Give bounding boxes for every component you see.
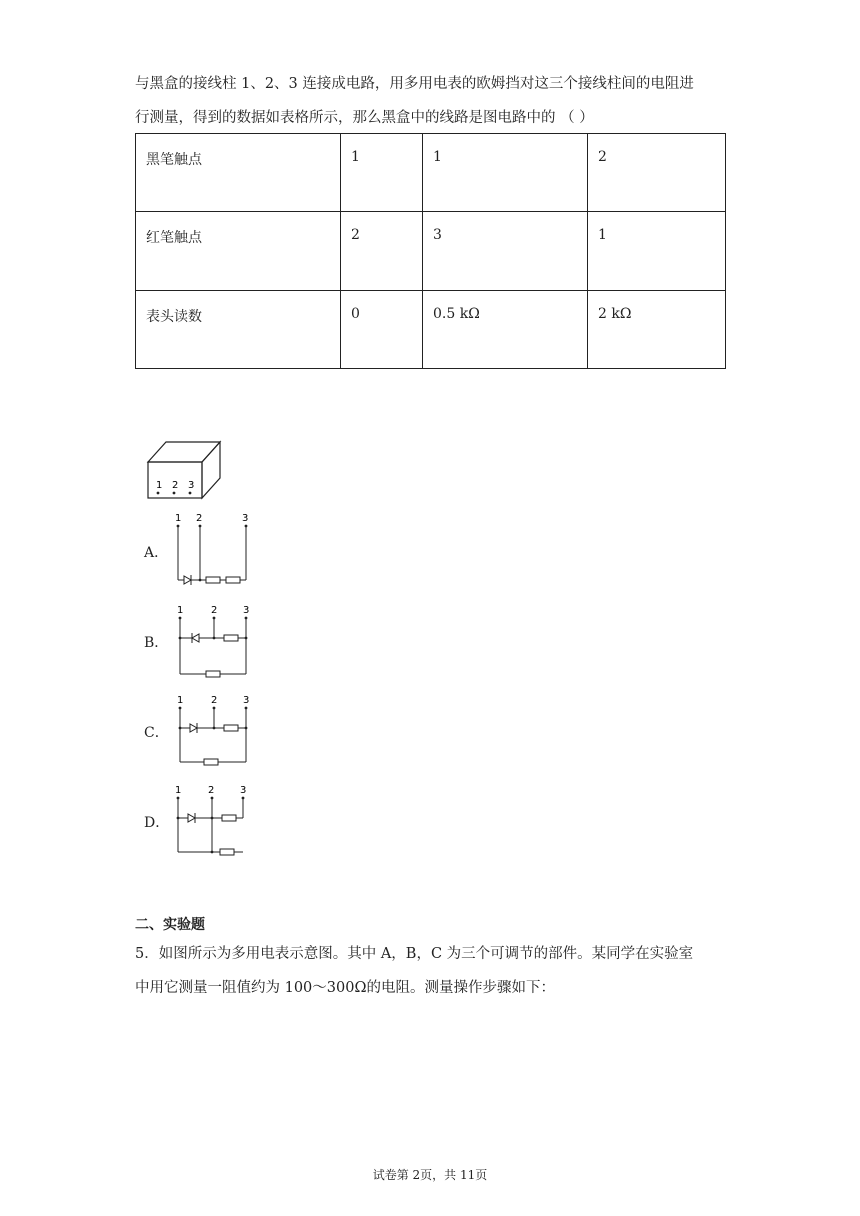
measurement-table [135,133,726,369]
question-text-line-1: 与黑盒的接线柱 1、2、3 连接成电路，用多用电表的欧姆挡对这三个接线柱间的电阻进 [135,76,694,92]
table-cell: 黑笔触点 [136,134,341,212]
terminal-2-label: 2 [211,695,218,706]
option-d-label: D． [144,815,170,831]
table-row [136,212,726,290]
table-cell: 0 [341,290,423,368]
table-cell: 红笔触点 [136,212,341,290]
circuit-option-a [168,508,258,590]
table-cell: 2 [588,134,726,212]
question5-text-line-1: 5．如图所示为多用电表示意图。其中 A，B，C 为三个可调节的部件。某同学在实验室 [135,946,694,962]
box-terminal-1-label: 1 [156,480,163,491]
table-row [136,290,726,368]
terminal-3-label: 3 [242,513,249,524]
table-cell: 1 [341,134,423,212]
terminal-1-label: 1 [177,695,184,706]
table-cell: 表头读数 [136,290,341,368]
option-c-label: C． [144,725,169,741]
question-text-line-2: 行测量，得到的数据如表格所示，那么黑盒中的线路是图电路中的 （ ） [135,110,594,126]
table-cell: 3 [423,212,588,290]
terminal-1-label: 1 [175,513,182,524]
box-terminal-3-label: 3 [188,480,195,491]
circuit-option-d [168,780,258,862]
section-title: 二、实验题 [135,917,205,933]
option-b-label: B． [144,635,169,651]
question5-text-line-2: 中用它测量一阻值约为 100～300Ω的电阻。测量操作步骤如下： [135,980,555,996]
black-box-figure [144,438,224,500]
table-cell: 2 kΩ [588,290,726,368]
box-terminal-2-label: 2 [172,480,179,491]
circuit-option-c [168,690,258,770]
terminal-3-label: 3 [243,605,250,616]
terminal-3-label: 3 [243,695,250,706]
circuit-option-b [168,600,258,680]
terminal-1-label: 1 [175,785,182,796]
terminal-2-label: 2 [196,513,203,524]
table-cell: 1 [423,134,588,212]
option-a-label: A． [144,545,169,561]
table-row [136,134,726,212]
terminal-3-label: 3 [240,785,247,796]
table-cell: 2 [341,212,423,290]
page-footer: 试卷第 2页，共 11页 [372,1168,488,1182]
terminal-2-label: 2 [211,605,218,616]
table-cell: 0.5 kΩ [423,290,588,368]
terminal-2-label: 2 [208,785,215,796]
table-cell: 1 [588,212,726,290]
terminal-1-label: 1 [177,605,184,616]
